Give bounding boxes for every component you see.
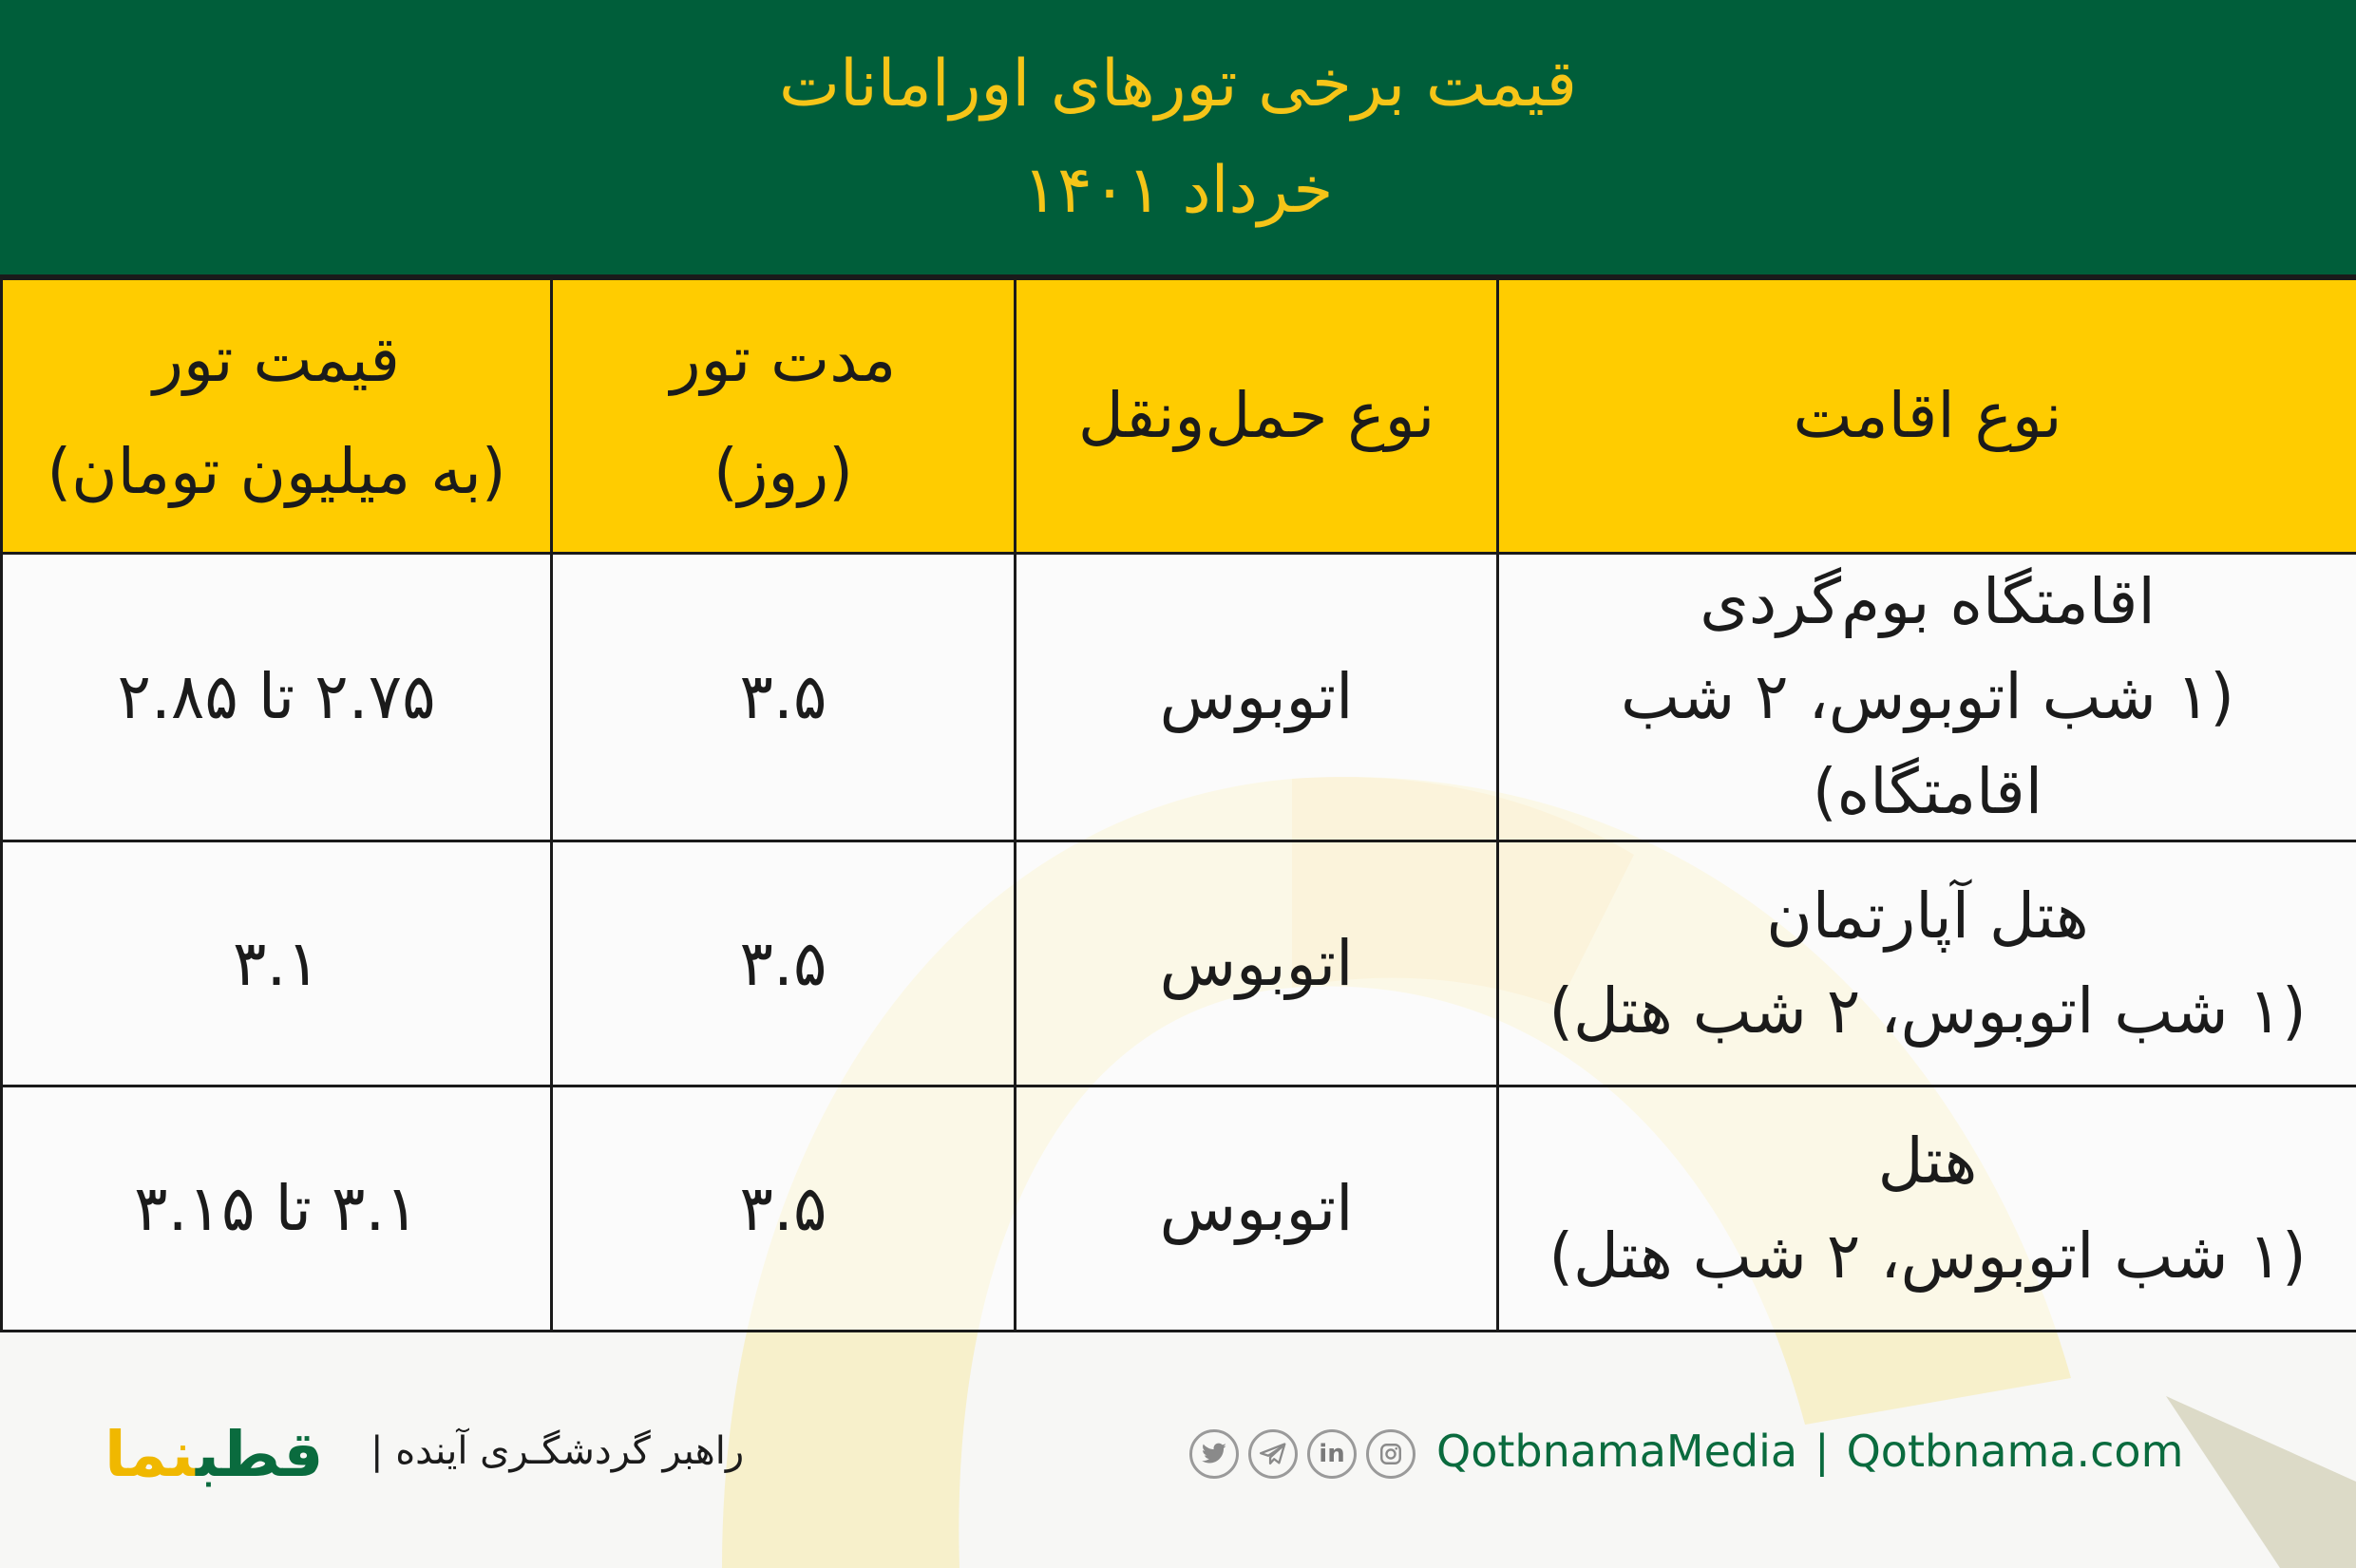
footer-links [1436,1426,2183,1477]
table-row [2,554,2356,841]
cell-duration: ۳.۵ [552,1086,1016,1332]
social-handle-link[interactable]: QotbnamaMedia [1436,1426,1798,1477]
header-banner [0,0,2356,277]
table-row [2,841,2356,1086]
cell-transport: اتوبوس [1016,841,1498,1086]
page-title: قیمت برخی تورهای اورامانات [778,46,1578,122]
table-row [2,1086,2356,1332]
brand-tagline: راهبر گردشگـری آینده | [370,1429,745,1473]
twitter-icon[interactable] [1189,1429,1239,1479]
tour-price-table [0,277,2356,1332]
cell-transport: اتوبوس [1016,1086,1498,1332]
cell-stay: هتل آپارتمان (۱ شب اتوبوس، ۲ شب هتل) [1498,841,2356,1086]
cell-duration: ۳.۵ [552,554,1016,841]
instagram-icon[interactable] [1366,1429,1416,1479]
cell-stay: هتل (۱ شب اتوبوس، ۲ شب هتل) [1498,1086,2356,1332]
footer-separator: | [1814,1426,1830,1477]
column-header-price: قیمت تور (به میلیون تومان) [2,279,552,554]
linkedin-icon[interactable]: in [1307,1429,1357,1479]
brand-logo: قطبنما [104,1418,324,1491]
page-subtitle: خرداد ۱۴۰۱ [1022,152,1334,228]
column-header-transport: نوع حمل‌ونقل [1016,279,1498,554]
telegram-icon[interactable] [1248,1429,1298,1479]
cell-price: ۳.۱ تا ۳.۱۵ [2,1086,552,1332]
table-header-row [2,279,2356,554]
cell-transport: اتوبوس [1016,554,1498,841]
cell-stay: اقامتگاه بوم‌گردی (۱ شب اتوبوس، ۲ شب اقامتگاه) [1498,554,2356,841]
cell-price: ۳.۱ [2,841,552,1086]
social-links [1189,1429,1416,1479]
column-header-duration: مدت تور (روز) [552,279,1016,554]
cell-duration: ۳.۵ [552,841,1016,1086]
cell-price: ۲.۷۵ تا ۲.۸۵ [2,554,552,841]
footer [0,1382,2356,1534]
website-link[interactable]: Qotbnama.com [1846,1426,2184,1477]
column-header-stay: نوع اقامت [1498,279,2356,554]
